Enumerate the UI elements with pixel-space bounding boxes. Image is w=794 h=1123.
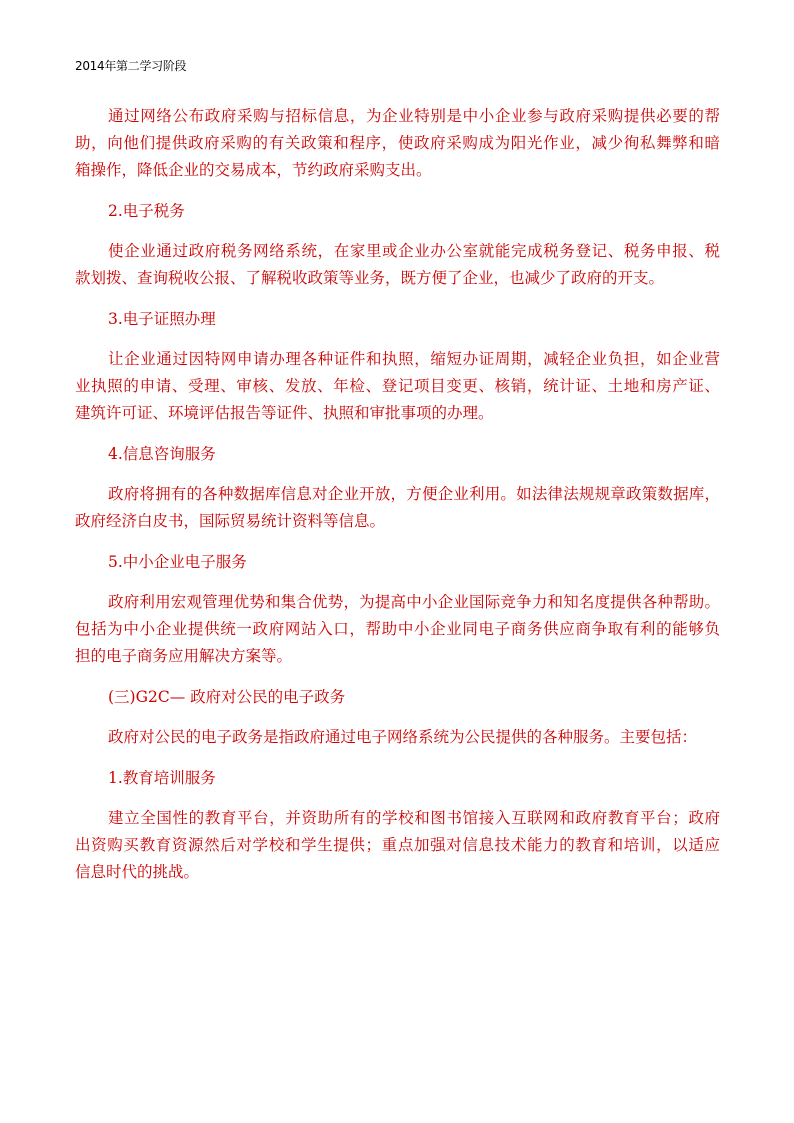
paragraph-procurement (75, 103, 720, 184)
paragraph-line: 担的电子商务应用解决方案等。 (75, 647, 293, 665)
paragraph-line: 箱操作，降低企业的交易成本，节约政府采购支出。 (75, 161, 432, 179)
section-heading-g2c: (三)G2C— 政府对公民的电子政务 (108, 687, 346, 706)
section-heading-sme-service: 5.中小企业电子服务 (108, 552, 247, 571)
page-header: 2014年第二学习阶段 (75, 59, 187, 73)
paragraph-sme-service (75, 589, 720, 670)
paragraph-line: 政府将拥有的各种数据库信息对企业开放，方便企业利用。如法律法规规章政策数据库， (108, 485, 720, 503)
paragraph-line: 包括为中小企业提供统一政府网站入口，帮助中小企业同电子商务供应商争取有利的能够负 (75, 620, 720, 638)
paragraph-e-tax (75, 238, 720, 292)
paragraph-line: 业执照的申请、受理、审核、发放、年检、登记项目变更、核销，统计证、土地和房产证、 (75, 377, 720, 395)
section-heading-education: 1.教育培训服务 (108, 768, 216, 787)
paragraph-line: 助，向他们提供政府采购的有关政策和程序，使政府采购成为阳光作业，减少徇私舞弊和暗 (75, 134, 720, 152)
paragraph-line: 款划拨、查询税收公报、了解税收政策等业务，既方便了企业，也减少了政府的开支。 (75, 269, 665, 287)
paragraph-e-license (75, 346, 720, 427)
paragraph-line: 建立全国性的教育平台，并资助所有的学校和图书馆接入互联网和政府教育平台；政府 (108, 809, 720, 827)
document-body (75, 103, 720, 886)
section-heading-e-tax: 2.电子税务 (108, 201, 185, 220)
paragraph-education (75, 805, 720, 886)
paragraph-info-consult (75, 481, 720, 535)
paragraph-line: 出资购买教育资源然后对学校和学生提供；重点加强对信息技术能力的教育和培训，以适应 (75, 836, 720, 854)
section-heading-info-consult: 4.信息咨询服务 (108, 444, 216, 463)
section-heading-e-license: 3.电子证照办理 (108, 309, 216, 328)
paragraph-line: 让企业通过因特网申请办理各种证件和执照，缩短办证周期，减轻企业负担，如企业营 (108, 350, 720, 368)
paragraph-line: 信息时代的挑战。 (75, 863, 200, 881)
paragraph-line: 政府对公民的电子政务是指政府通过电子网络系统为公民提供的各种服务。主要包括： (108, 728, 698, 746)
paragraph-line: 政府利用宏观管理优势和集合优势，为提高中小企业国际竞争力和知名度提供各种帮助。 (108, 593, 720, 611)
paragraph-line: 通过网络公布政府采购与招标信息，为企业特别是中小企业参与政府采购提供必要的帮 (108, 107, 720, 125)
paragraph-line: 政府经济白皮书，国际贸易统计资料等信息。 (75, 512, 386, 530)
paragraph-g2c (75, 724, 720, 751)
paragraph-line: 建筑许可证、环境评估报告等证件、执照和审批事项的办理。 (75, 404, 494, 422)
paragraph-line: 使企业通过政府税务网络系统，在家里或企业办公室就能完成税务登记、税务申报、税 (108, 242, 720, 260)
